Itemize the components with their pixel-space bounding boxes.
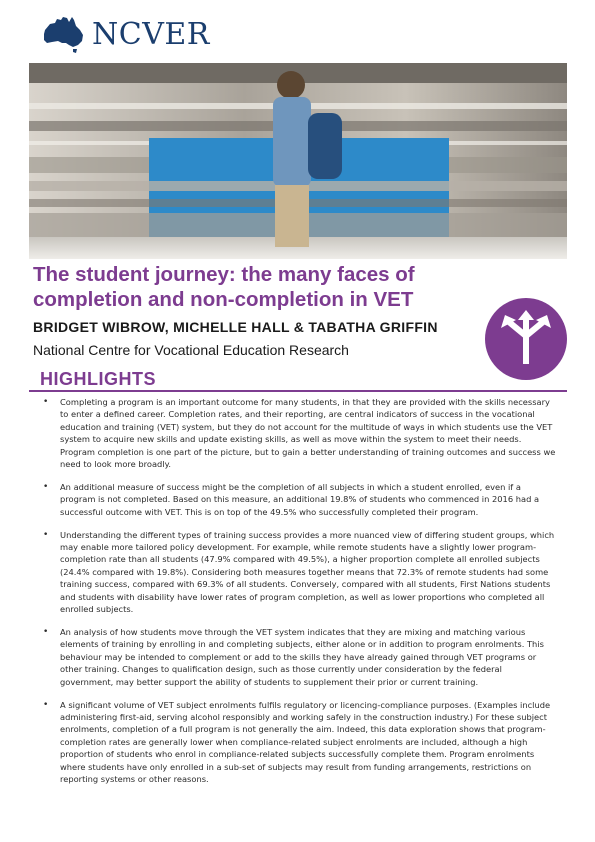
authors: BRIDGET WIBROW, MICHELLE HALL & TABATHA GRIFFIN: [33, 319, 438, 335]
bullet-text: An analysis of how students move through the VET system indicates that they are mixing and matching various elements of training by enrolling in and completing subjects, either alone or in addition to program enrolments. This behaviour may be intended to complement or add to the skills they have already gained through VET programs or other training. Changes to qualification design, such as those currently under consideration by the federal government, may better support the ability of students to supplement their prior or current training.: [60, 627, 544, 687]
bullet-icon: •: [43, 481, 49, 492]
report-title: The student journey: the many faces of completion and non-completion in VET: [33, 263, 415, 311]
list-item: [40, 529, 556, 616]
hero-image: [29, 63, 567, 259]
bullet-text: An additional measure of success might be the completion of all subjects in which a student enrolled, even if a program is not completed. Based on this measure, an additional 19.8% of students who commenced in 2016 had a successful outcome with VET. This is on top of the 49.5% who successfully completed their program.: [60, 481, 540, 517]
header: [0, 0, 595, 64]
bullet-text: A significant volume of VET subject enrolments fulfils regulatory or licencing-compliance purposes. (Examples include administering first-aid, serving alcohol responsibly and working safely in the construction industry.) For these subject enrolments, completion of a full program is not generally the aim. Indeed, this data exploration shows that program-completion rates are generally lower when compliance-related subject enrolments are included, although a high proportion of students who enrol in compliance-related subjects successfully complete them. Program enrolments where students have only enrolled in a sub-set of subjects may result from funding arrangements, restrictions on reporting systems or other reasons.: [60, 699, 551, 784]
list-item: [40, 626, 556, 688]
organisation: National Centre for Vocational Education Research: [33, 342, 349, 358]
bullet-icon: •: [43, 699, 49, 710]
hero-photo: [29, 63, 567, 259]
ncver-logo-text: NCVER: [92, 17, 210, 52]
bullet-text: Understanding the different types of training success provides a more nuanced view of differing student groups, which may enable more tailored policy development. For example, while remote students have a slightly lower program-completion rate than all students (47.9% compared with 49.5%), a higher proportion complete all enrolled subjects (24.4% compared with 19.8%). Considering both measures together means that 72.3% of remote students had some training success, compared with 69.3% of all students. Conversely, compared with all students, First Nations students and students with disability have lower rates of program completion, as well as lower proportions who completed all enrolled subjects.: [60, 529, 555, 615]
bullet-icon: •: [43, 529, 49, 540]
title-block: [33, 262, 483, 312]
highlights-heading: HIGHLIGHTS: [40, 369, 156, 389]
list-item: [40, 481, 556, 518]
australia-map-icon: [42, 14, 86, 54]
highlights-list: [40, 396, 556, 796]
bullet-icon: •: [43, 397, 49, 407]
highlights-divider: [29, 390, 567, 392]
diverging-arrows-icon: [485, 298, 567, 380]
bullet-icon: •: [43, 627, 49, 637]
bullet-text: Completing a program is an important outcome for many students, in that they are provided with the skills necessary to enter a defined career. Completion rates, and their reporting, are central indicators of success in the vocational education and training (VET) system, but they do not account for the multitude of ways in which students use the VET system to acquire new skills and update existing skills, as well as move within the system to meet their needs. Program completion is one part of the picture, but to gain a better understanding of training outcomes and success we need to look more broadly.: [60, 397, 556, 470]
list-item: [40, 699, 556, 786]
list-item: [40, 396, 556, 470]
